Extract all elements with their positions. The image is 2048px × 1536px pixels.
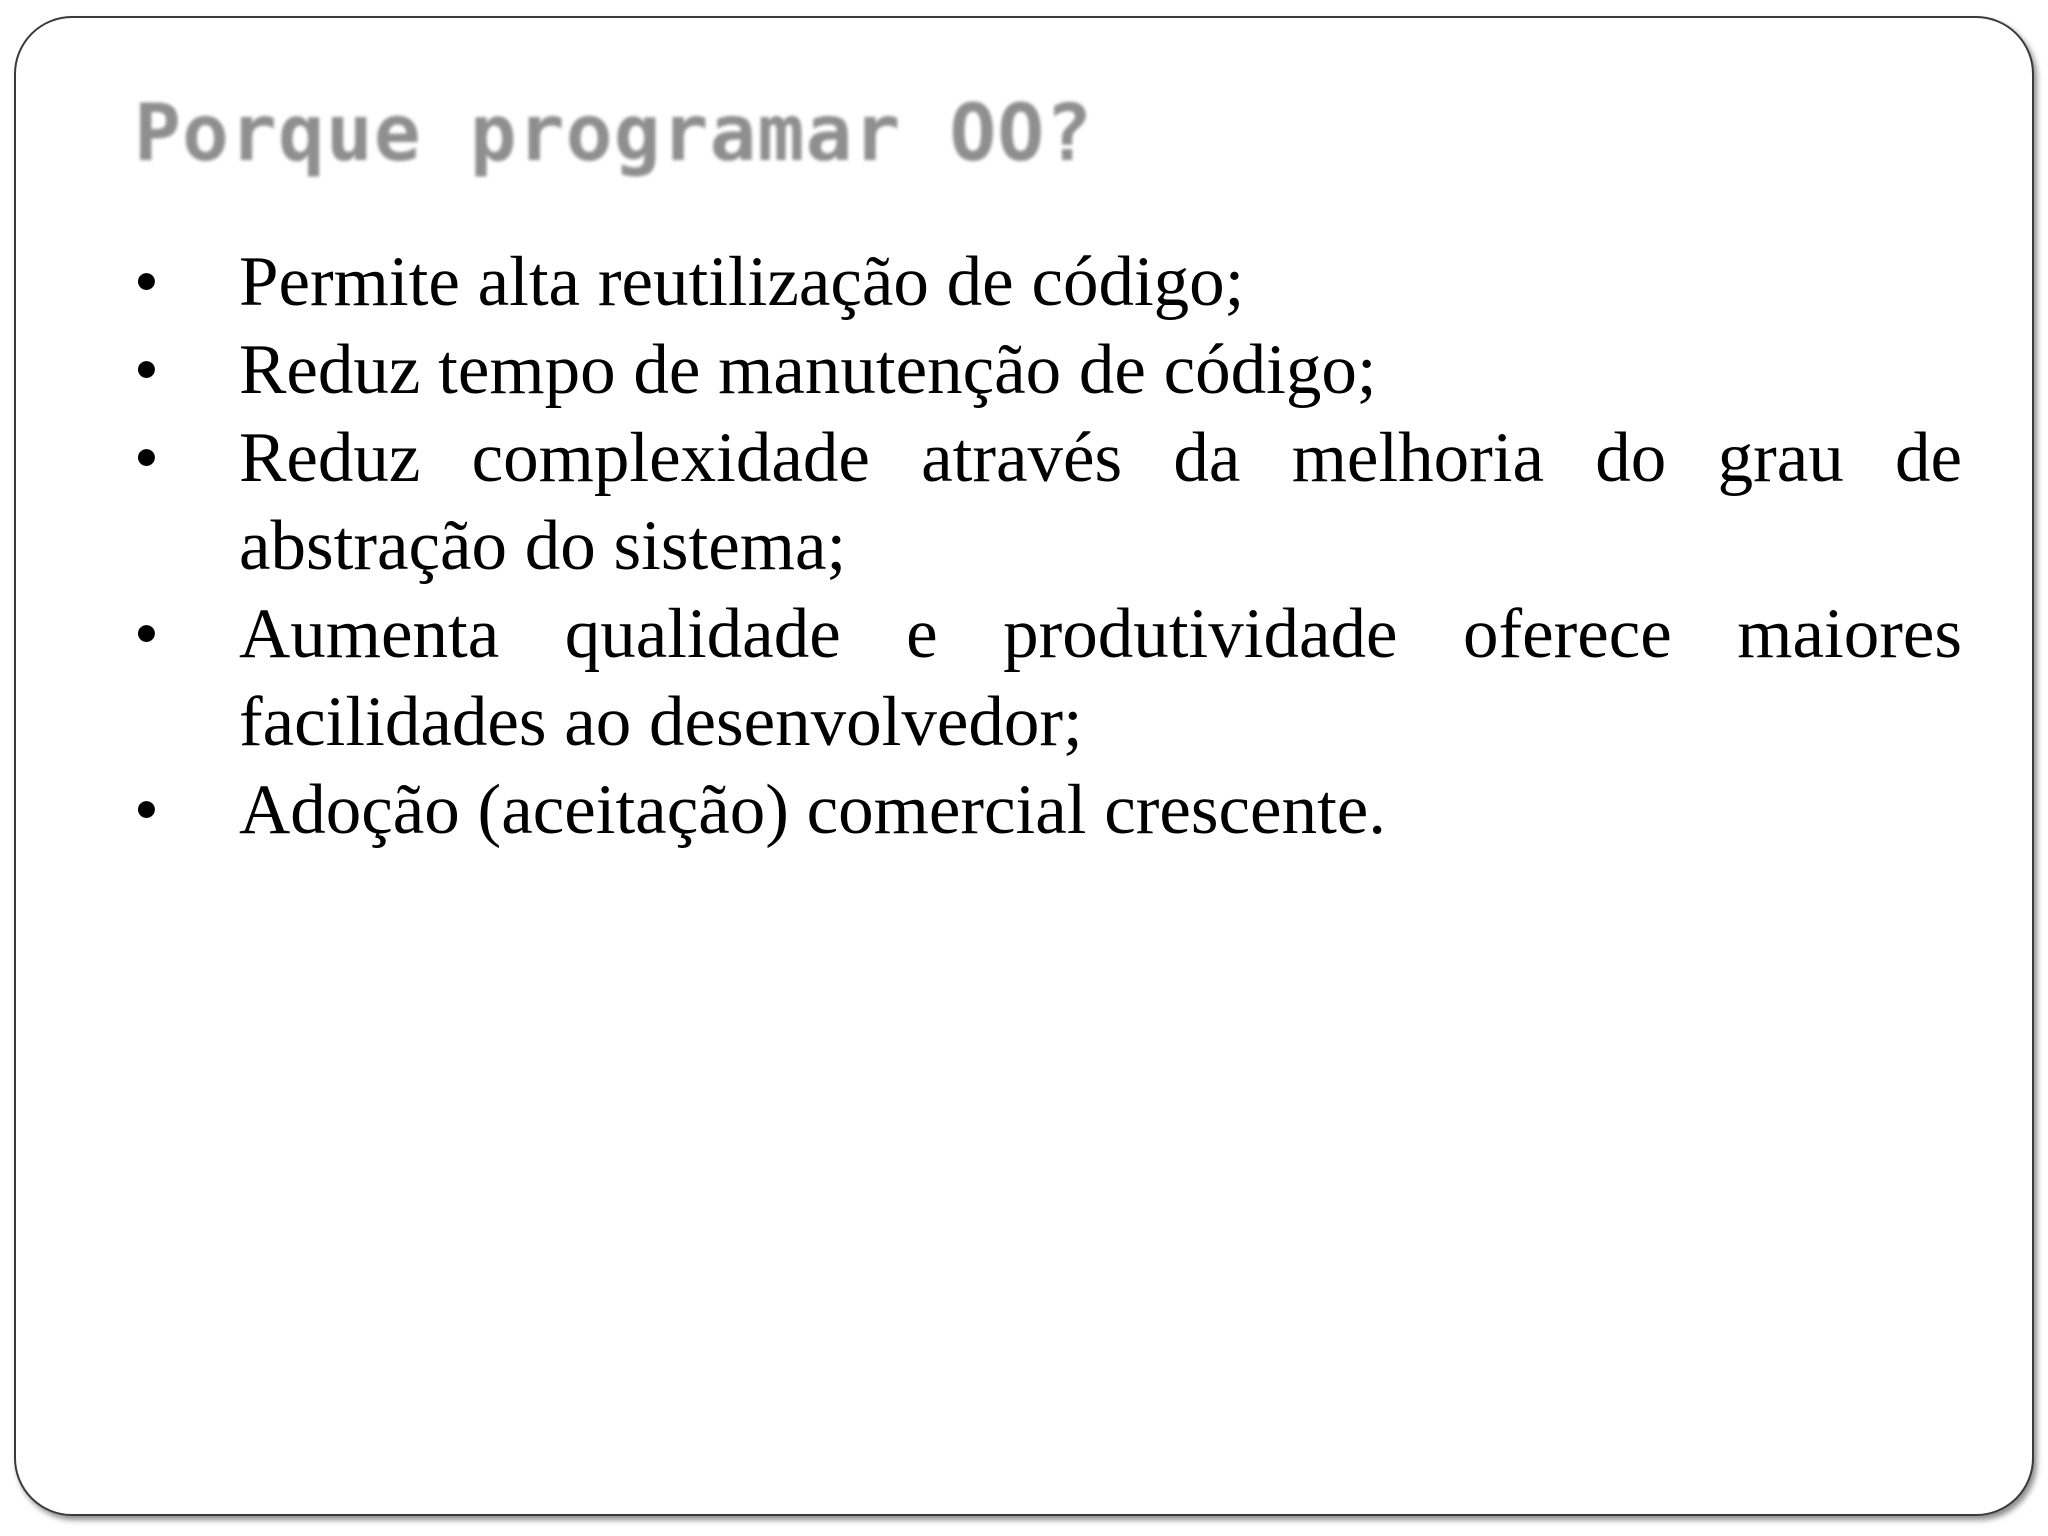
slide-title: Porque programar OO? xyxy=(134,89,1094,179)
bullet-item xyxy=(134,590,1962,766)
bullet-text: Reduz complexidade através da melhoria do grau de abstração do sistema; xyxy=(239,419,1962,585)
bullet-text: Aumenta qualidade e produtividade oferece maiores facilidades ao desenvolvedor; xyxy=(239,595,1962,761)
bullet-text: Reduz tempo de manutenção de código; xyxy=(239,331,1377,409)
bullet-item xyxy=(134,766,1962,854)
bullet-item xyxy=(134,326,1962,414)
bullet-dot-icon: • xyxy=(134,771,159,849)
slide-frame xyxy=(14,16,2034,1516)
bullet-item xyxy=(134,414,1962,590)
bullet-item xyxy=(134,238,1962,326)
bullet-dot-icon: • xyxy=(134,243,159,321)
bullet-dot-icon: • xyxy=(134,419,159,497)
bullet-dot-icon: • xyxy=(134,331,159,409)
bullet-text: Permite alta reutilização de código; xyxy=(239,243,1245,321)
bullet-dot-icon: • xyxy=(134,595,159,673)
bullet-list xyxy=(134,238,1962,854)
bullet-text: Adoção (aceitação) comercial crescente. xyxy=(239,771,1387,849)
